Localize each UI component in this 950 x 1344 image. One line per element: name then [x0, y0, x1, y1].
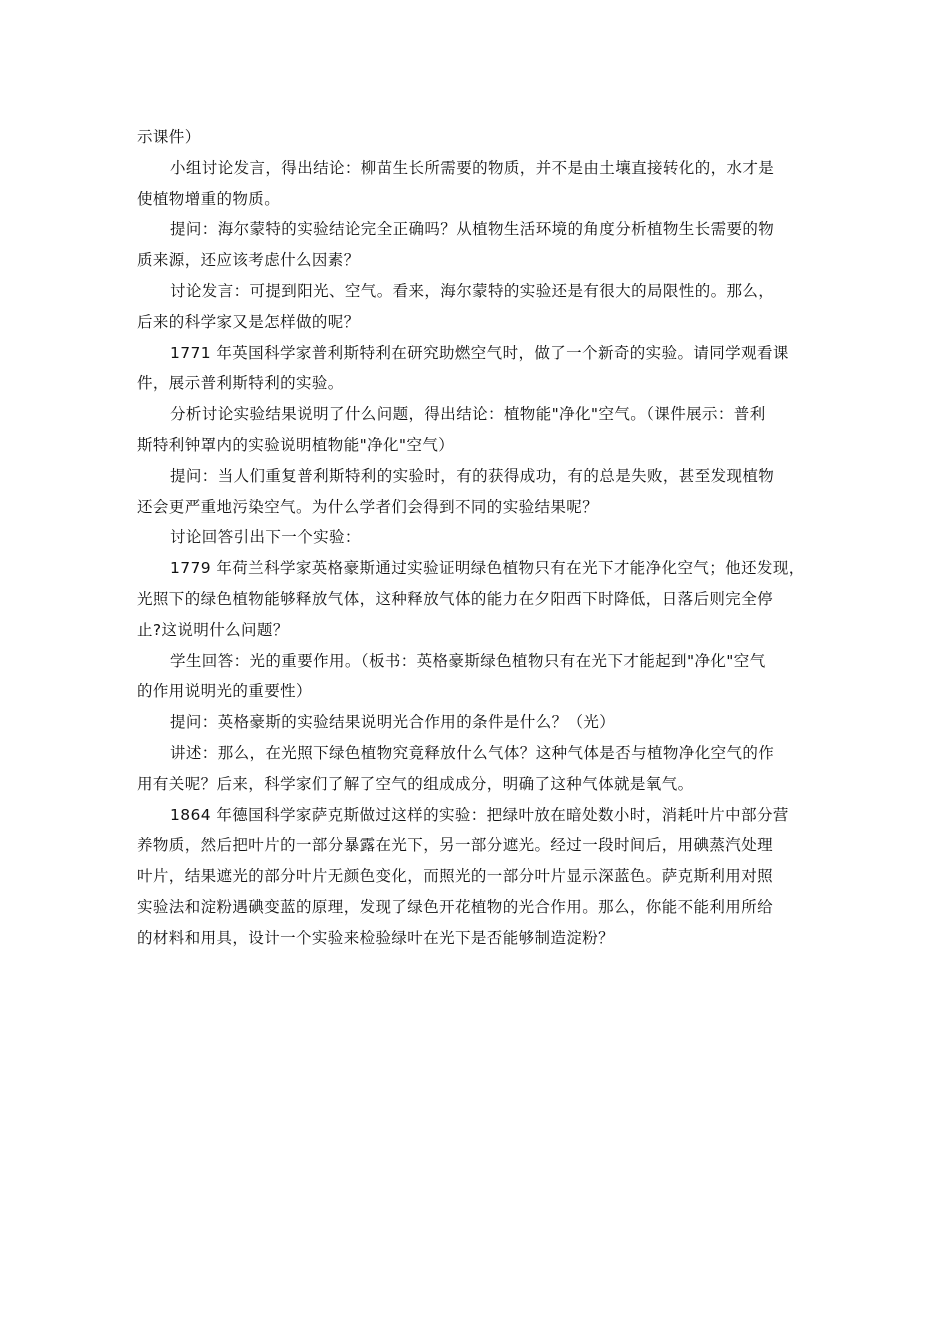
text-line: 的作用说明光的重要性）: [137, 682, 312, 701]
text-line: 还会更严重地污染空气。为什么学者们会得到不同的实验结果呢？: [137, 497, 599, 516]
text-line: 使植物增重的物质。: [137, 189, 281, 208]
text-line: 用有关呢？后来，科学家们了解了空气的组成成分，明确了这种气体就是氧气。: [137, 774, 694, 793]
document-body: [137, 122, 827, 954]
text-line: 斯特利钟罩内的实验说明植物能"净化"空气）: [137, 435, 455, 454]
text-line: 实验法和淀粉遇碘变蓝的原理，发现了绿色开花植物的光合作用。那么，你能不能利用所给: [137, 897, 774, 916]
text-line: 1779 年荷兰科学家英格豪斯通过实验证明绿色植物只有在光下才能净化空气；他还发现，: [170, 559, 805, 578]
text-line: 1771 年英国科学家普利斯特利在研究助燃空气时，做了一个新奇的实验。请同学观看课: [170, 343, 789, 362]
text-line: 学生回答：光的重要作用。（板书：英格豪斯绿色植物只有在光下才能起到"净化"空气: [170, 651, 766, 670]
text-line: 质来源，还应该考虑什么因素？: [137, 251, 360, 270]
text-line: 件，展示普利斯特利的实验。: [137, 374, 344, 393]
text-line: 提问：英格豪斯的实验结果说明光合作用的条件是什么？（光）: [170, 713, 616, 732]
text-line: 讲述：那么，在光照下绿色植物究竟释放什么气体？这种气体是否与植物净化空气的作: [170, 743, 775, 762]
text-line: 分析讨论实验结果说明了什么问题，得出结论：植物能"净化"空气。（课件展示：普利: [170, 405, 766, 424]
text-line: 小组讨论发言，得出结论：柳苗生长所需要的物质，并不是由土壤直接转化的，水才是: [170, 158, 775, 177]
text-line: 讨论发言：可提到阳光、空气。看来，海尔蒙特的实验还是有很大的局限性的。那么，: [170, 281, 775, 300]
text-line: 后来的科学家又是怎样做的呢？: [137, 312, 360, 331]
text-line: 1864 年德国科学家萨克斯做过这样的实验：把绿叶放在暗处数小时，消耗叶片中部分营: [170, 805, 789, 824]
text-line: 养物质，然后把叶片的一部分暴露在光下，另一部分遮光。经过一段时间后，用碘蒸汽处理: [137, 836, 774, 855]
text-line: 提问：海尔蒙特的实验结论完全正确吗？从植物生活环境的角度分析植物生长需要的物: [170, 220, 775, 239]
text-line: 提问：当人们重复普利斯特利的实验时，有的获得成功，有的总是失败，甚至发现植物: [170, 466, 775, 485]
text-line: 叶片，结果遮光的部分叶片无颜色变化，而照光的一部分叶片显示深蓝色。萨克斯利用对照: [137, 867, 774, 886]
text-line: 示课件）: [137, 128, 201, 146]
text-line: 光照下的绿色植物能够释放气体，这种释放气体的能力在夕阳西下时降低，日落后则完全停: [137, 589, 774, 608]
text-line: 讨论回答引出下一个实验：: [170, 528, 361, 547]
text-line: 止?这说明什么问题？: [137, 620, 289, 639]
text-line: 的材料和用具，设计一个实验来检验绿叶在光下是否能够制造淀粉？: [137, 928, 615, 947]
